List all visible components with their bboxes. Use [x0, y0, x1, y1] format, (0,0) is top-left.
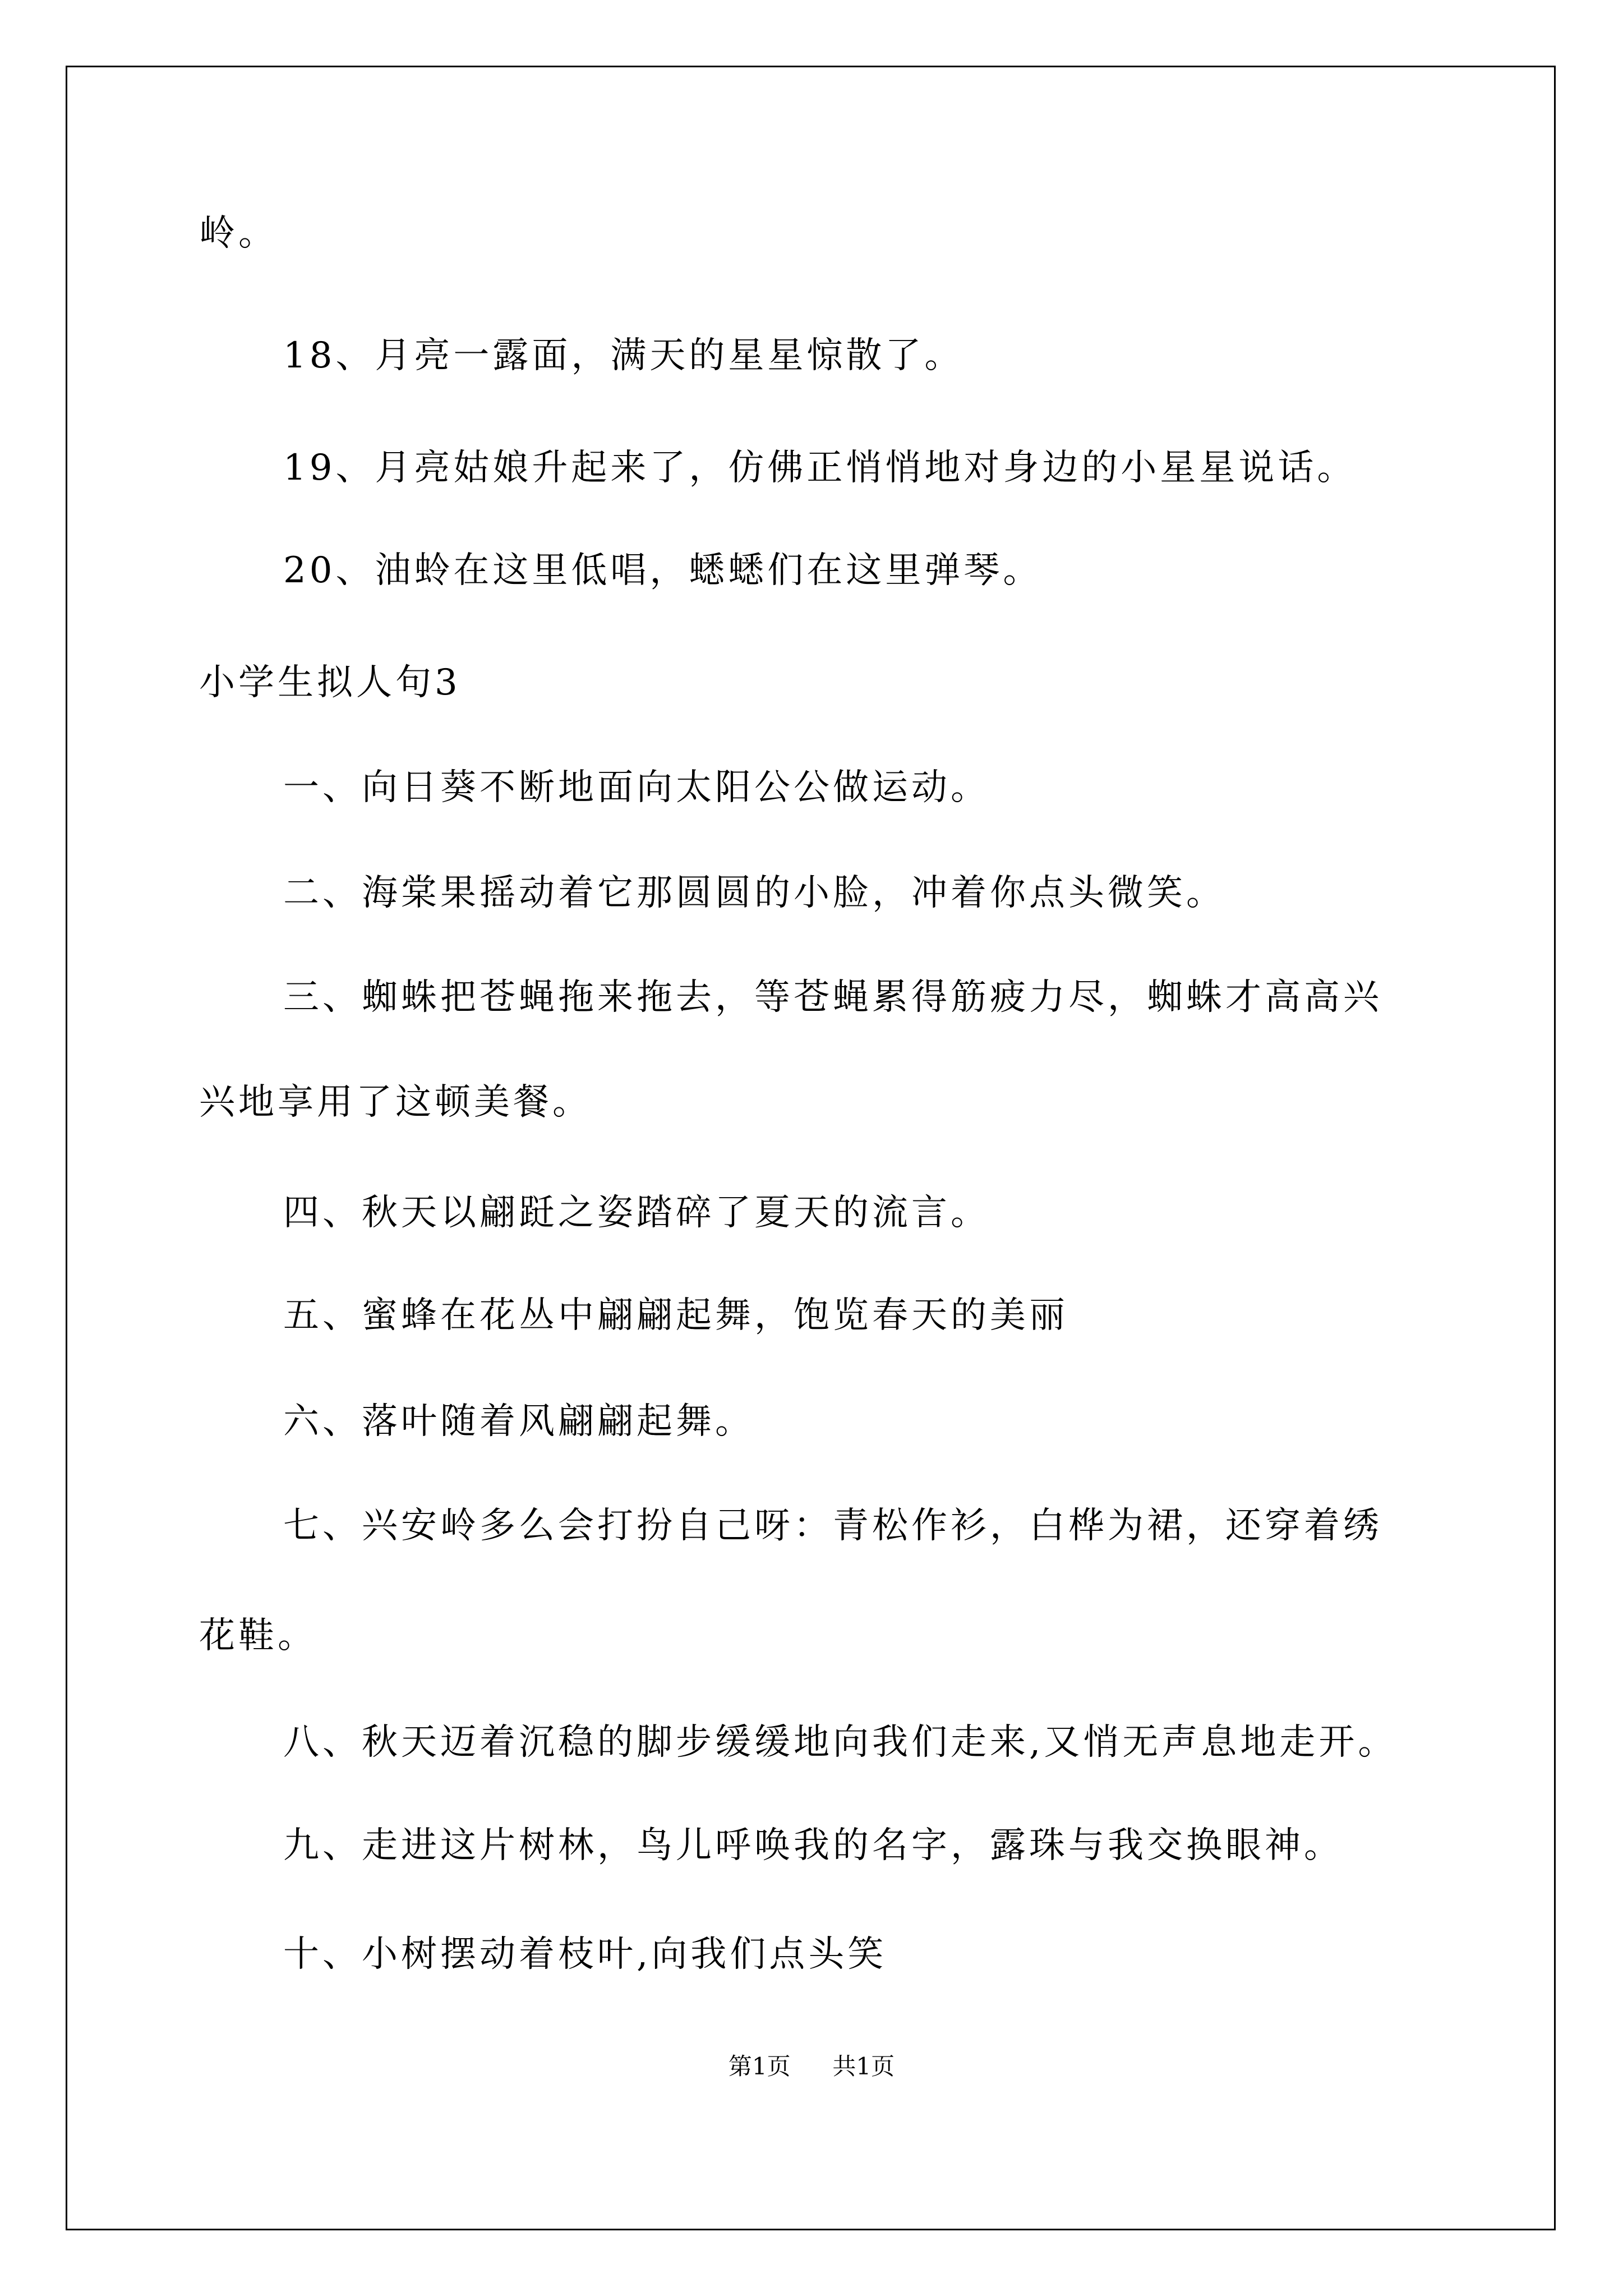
text-line: 花鞋。 [199, 1615, 317, 1657]
text-line: 四、秋天以翩跹之姿踏碎了夏天的流言。 [283, 1192, 990, 1234]
text-line: 19、月亮姑娘升起来了，仿佛正悄悄地对身边的小星星说话。 [283, 447, 1357, 489]
page-frame [66, 66, 1556, 2230]
text-line: 十、小树摆动着枝叶,向我们点头笑 [283, 1934, 887, 1975]
text-line: 七、兴安岭多么会打扮自己呀：青松作衫，白桦为裙，还穿着绣 [283, 1505, 1382, 1547]
page-footer [0, 2055, 1623, 2078]
text-line: 兴地享用了这顿美餐。 [199, 1082, 592, 1123]
text-line: 二、海棠果摇动着它那圆圆的小脸，冲着你点头微笑。 [283, 872, 1225, 914]
text-line: 岭。 [199, 213, 278, 254]
text-line: 六、落叶随着风翩翩起舞。 [283, 1401, 754, 1442]
section-heading: 小学生拟人句3 [199, 662, 461, 703]
text-line: 九、走进这片树林，鸟儿呼唤我的名字，露珠与我交换眼神。 [283, 1825, 1343, 1866]
page-number: 第1页 [728, 2053, 791, 2080]
text-line: 三、蜘蛛把苍蝇拖来拖去，等苍蝇累得筋疲力尽，蜘蛛才高高兴 [283, 977, 1382, 1018]
text-line: 20、油蛉在这里低唱，蟋蟋们在这里弹琴。 [283, 550, 1043, 591]
text-line: 五、蜜蜂在花丛中翩翩起舞，饱览春天的美丽 [283, 1295, 1068, 1336]
page-total: 共1页 [832, 2053, 895, 2080]
text-line: 一、向日葵不断地面向太阳公公做运动。 [283, 767, 990, 808]
text-line: 18、月亮一露面，满天的星星惊散了。 [283, 335, 964, 376]
text-line: 八、秋天迈着沉稳的脚步缓缓地向我们走来,又悄无声息地走开。 [283, 1722, 1398, 1763]
